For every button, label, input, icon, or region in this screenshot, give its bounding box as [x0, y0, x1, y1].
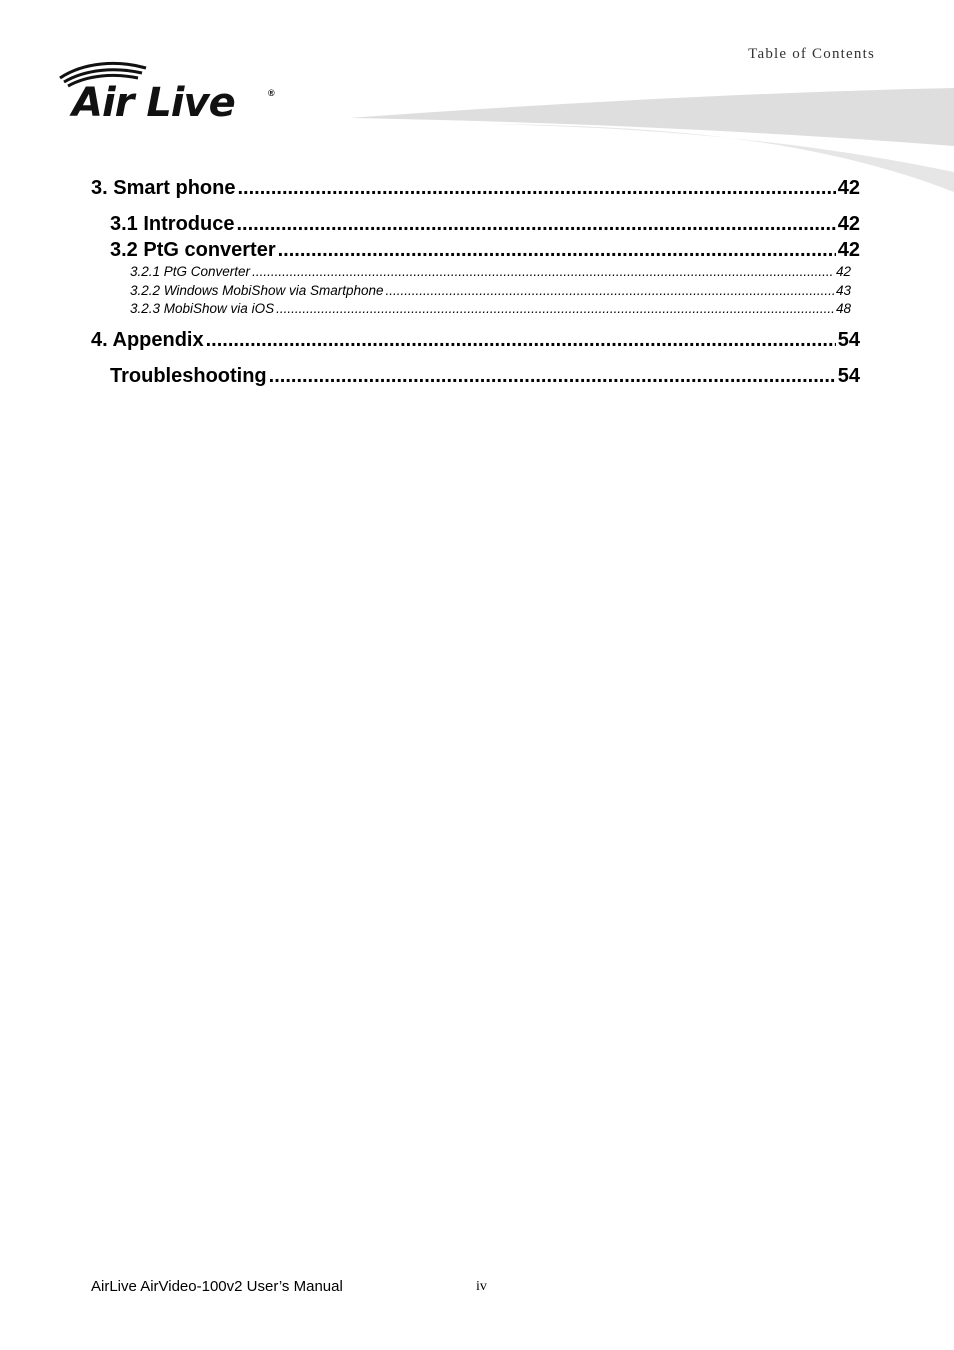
- toc-entry-page: 42: [837, 177, 860, 199]
- toc-entry[interactable]: [91, 177, 860, 200]
- dot-leader: [206, 329, 836, 352]
- dot-leader: [278, 239, 836, 262]
- toc-entry[interactable]: [130, 264, 851, 279]
- toc-entry-title: 3.2.3 MobiShow via iOS: [130, 301, 275, 316]
- toc-entry[interactable]: [110, 213, 860, 236]
- toc-entry[interactable]: [130, 301, 851, 316]
- dot-leader: [269, 365, 836, 388]
- toc-entry-title: Troubleshooting: [110, 365, 267, 387]
- dot-leader: [236, 213, 835, 236]
- toc-entry[interactable]: [91, 329, 860, 352]
- toc-entry-title: 3.1 Introduce: [110, 213, 235, 235]
- toc-entry-page: 54: [837, 365, 860, 387]
- dot-leader: [386, 283, 834, 298]
- dot-leader: [237, 177, 835, 200]
- toc-entry[interactable]: [110, 365, 860, 388]
- logo-wordmark: Air Live: [72, 80, 235, 126]
- dot-leader: [276, 301, 834, 316]
- toc-entry-page: 48: [835, 301, 851, 316]
- toc-entry-title: 3.2 PtG converter: [110, 239, 276, 261]
- toc-entry-title: 3. Smart phone: [91, 177, 236, 199]
- toc-entry-page: 42: [837, 213, 860, 235]
- footer-manual-title: AirLive AirVideo-100v2 User’s Manual: [91, 1278, 343, 1295]
- airlive-logo: [56, 60, 286, 124]
- toc-entry-title: 3.2.2 Windows MobiShow via Smartphone: [130, 283, 384, 298]
- toc-entry-page: 54: [837, 329, 860, 351]
- registered-mark: ®: [268, 88, 275, 98]
- toc-entry-title: 4. Appendix: [91, 329, 204, 351]
- toc-entry-title: 3.2.1 PtG Converter: [130, 264, 251, 279]
- running-head: Table of Contents: [748, 46, 875, 62]
- footer-page-number: iv: [476, 1279, 487, 1294]
- toc-entry-page: 42: [835, 264, 851, 279]
- toc-entry-page: 43: [835, 283, 851, 298]
- toc-entry[interactable]: [130, 283, 851, 298]
- toc-entry-page: 42: [837, 239, 860, 261]
- dot-leader: [252, 264, 834, 279]
- toc-entry[interactable]: [110, 239, 860, 262]
